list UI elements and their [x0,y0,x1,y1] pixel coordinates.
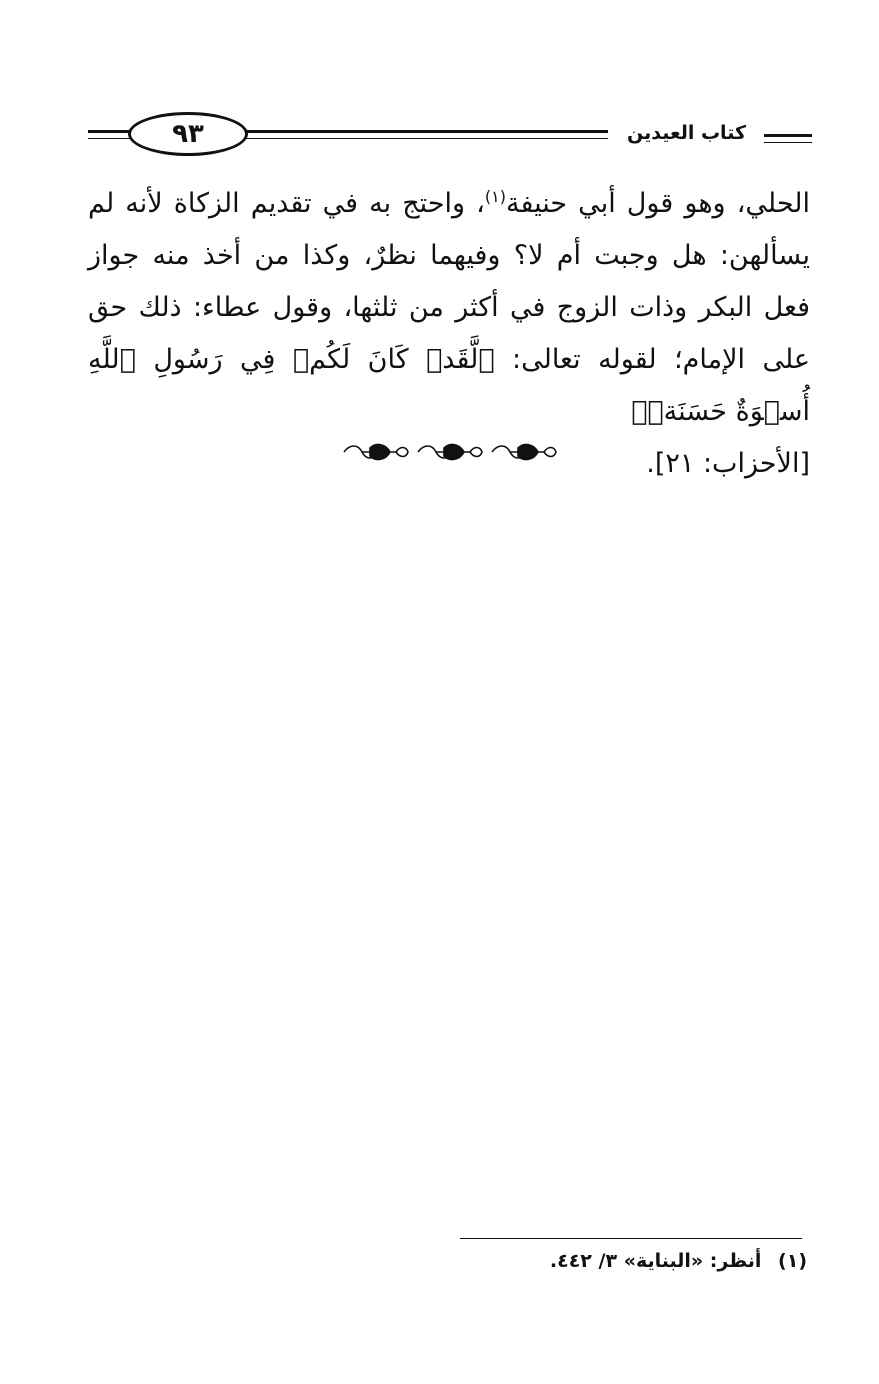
footnote-text: أنظر: «البناية» ٣/ ٤٤٢. [549,1250,762,1272]
body-text-part-1: الحلي، وهو قول أبي حنيفة [505,188,811,219]
body-text-part-2: ، واحتج به في تقديم الزكاة لأنه لم يسألهن: هل وجبت أم لا؟ وفيهما نظرٌ، وكذا من أخذ منه جواز فعل البكر وذات الزوج في أكثر من ثلثها، وقول عطاء: ذلك حق على الإمام؛ لقوله تعالى: ﴿لَّقَدۡ كَانَ لَكُمۡ فِي رَسُولِ ٱللَّهِ أُسۡوَةٌ حَسَنَةٞ﴾ [88,188,810,427]
ornament-divider-icon [340,440,560,464]
header-rule-middle-thin [238,138,608,139]
page-number-oval [128,112,248,156]
header-rule-right [764,134,812,137]
quran-citation: [الأحزاب: ٢١]. [646,448,810,479]
page-number: ٩٣ [172,119,204,149]
footnote-number: (١) [778,1250,807,1272]
header-rule-right-thin [764,142,812,143]
book-title: كتاب العيدين [621,122,752,144]
header-rule-middle [238,130,608,133]
footnote-reference: (١) [484,187,506,206]
footnote-1 [550,1250,807,1272]
footnote-separator [460,1238,802,1239]
page-header [88,112,812,162]
